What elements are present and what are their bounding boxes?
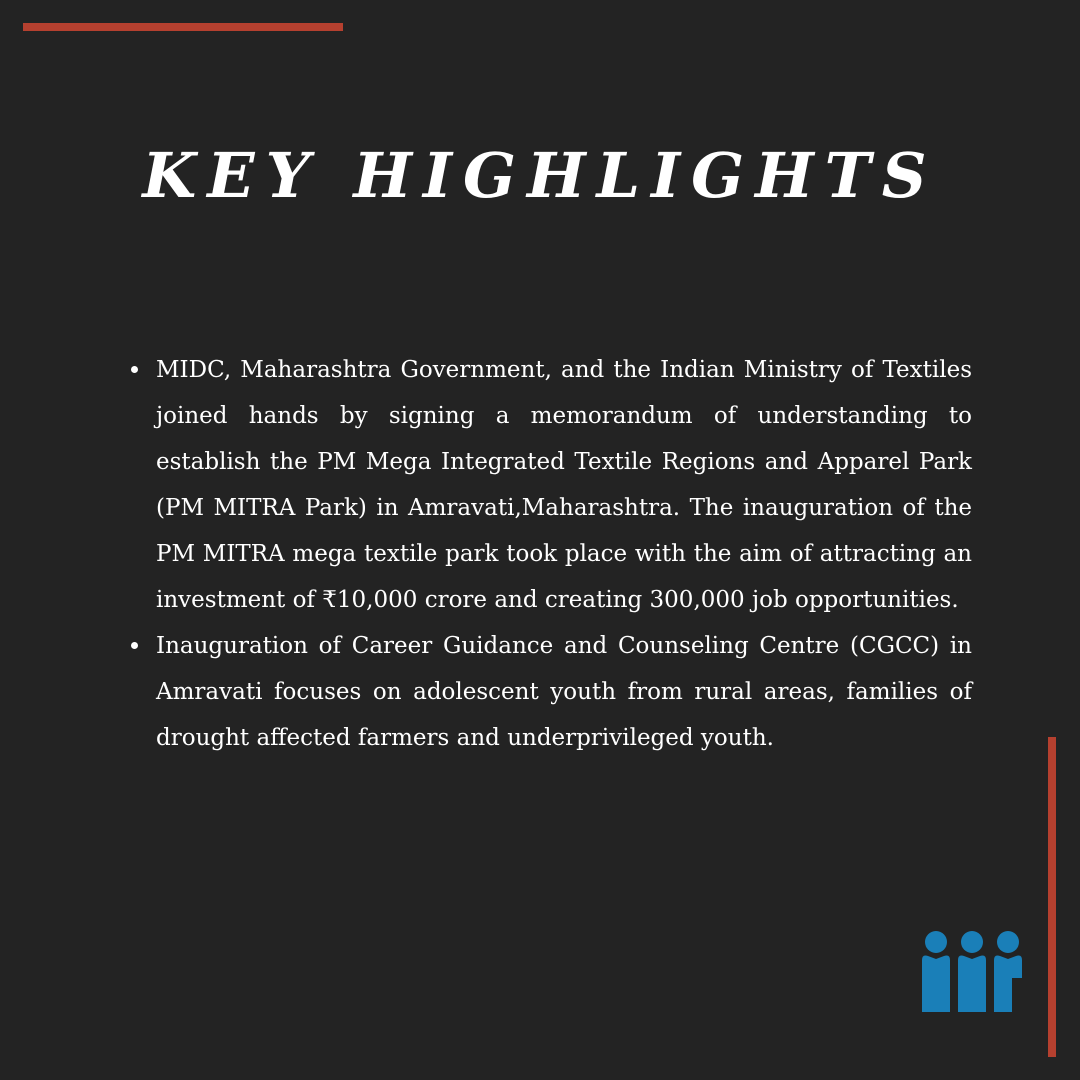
list-item-text: MIDC, Maharashtra Government, and the Indian Ministry of Textiles joined hands by signing a memorandum of understanding to establish the PM Mega Integrated Textile Regions and Apparel Park (PM MITRA Park) in Amravati,Maharashtra. The inauguration of the PM MITRA mega textile park took place with the aim of attracting an investment of ₹10,000 crore and creating 300,000 job opportunities.	[156, 357, 972, 613]
bullet-icon	[131, 642, 138, 649]
page-title: KEY HIGHLIGHTS	[142, 139, 938, 212]
highlights-list	[156, 347, 972, 761]
list-item-text: Inauguration of Career Guidance and Counseling Centre (CGCC) in Amravati focuses on adolescent youth from rural areas, families of drought affected farmers and underprivileged youth.	[156, 633, 972, 751]
list-item	[156, 623, 972, 761]
list-item	[156, 347, 972, 623]
bullet-icon	[131, 366, 138, 373]
top-accent-line	[23, 23, 343, 31]
side-accent-line	[1048, 737, 1056, 1057]
people-logo-icon	[918, 930, 1026, 1014]
